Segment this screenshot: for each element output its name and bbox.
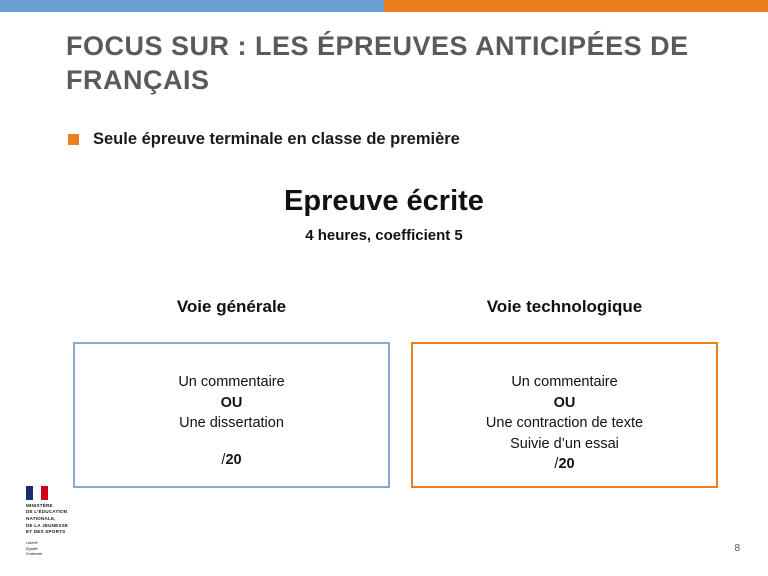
section-heading: Epreuve écrite — [284, 185, 484, 217]
box-right-score-prefix: / — [554, 456, 559, 473]
page-number: 8 — [734, 543, 740, 554]
column-header-voie-generale: Voie générale — [176, 297, 287, 316]
motto-line-3: Fraternité — [26, 552, 43, 557]
section-subheading: 4 heures, coefficient 5 — [305, 227, 463, 244]
bullet-row — [68, 130, 460, 149]
box-left-score-prefix: / — [221, 451, 226, 468]
box-right-score — [554, 454, 574, 475]
republic-motto — [26, 541, 136, 558]
logo-line-4: DE LA JEUNESSE — [26, 522, 69, 528]
french-flag-icon — [26, 486, 48, 500]
logo-line-5: ET DES SPORTS — [26, 529, 66, 535]
box-right-line2: Une contraction de texte — [485, 415, 644, 432]
box-left-score-value: 20 — [225, 451, 242, 468]
bullet-label: Seule épreuve terminale en classe de première — [93, 130, 460, 148]
square-bullet-icon — [68, 134, 79, 145]
top-bar-blue — [0, 0, 384, 12]
motto-line-2: Égalité — [26, 546, 38, 551]
column-header-voie-technologique: Voie technologique — [486, 297, 643, 316]
ministry-logo-text — [26, 503, 136, 536]
box-left-line2: Une dissertation — [179, 415, 284, 432]
page-title: FOCUS SUR : LES ÉPREUVES ANTICIPÉES DE FRANÇAIS — [66, 31, 689, 95]
logo-line-3: NATIONALE, — [26, 515, 56, 521]
box-right-line3: Suivie d’un essai — [510, 435, 619, 452]
box-left-line1: Un commentaire — [178, 374, 285, 390]
ministry-logo — [26, 486, 136, 558]
logo-line-1: MINISTÈRE — [26, 502, 53, 508]
box-right-connector: OU — [553, 394, 576, 411]
box-voie-generale — [73, 342, 390, 488]
box-left-connector: OU — [220, 394, 243, 411]
box-right-score-value: 20 — [558, 456, 575, 473]
logo-line-2: DE L’ÉDUCATION — [26, 509, 68, 515]
motto-line-1: Liberté — [26, 540, 38, 545]
box-left-score — [221, 450, 241, 471]
top-bar-orange — [384, 0, 768, 12]
box-right-line1: Un commentaire — [511, 374, 618, 390]
box-voie-technologique — [411, 342, 718, 488]
